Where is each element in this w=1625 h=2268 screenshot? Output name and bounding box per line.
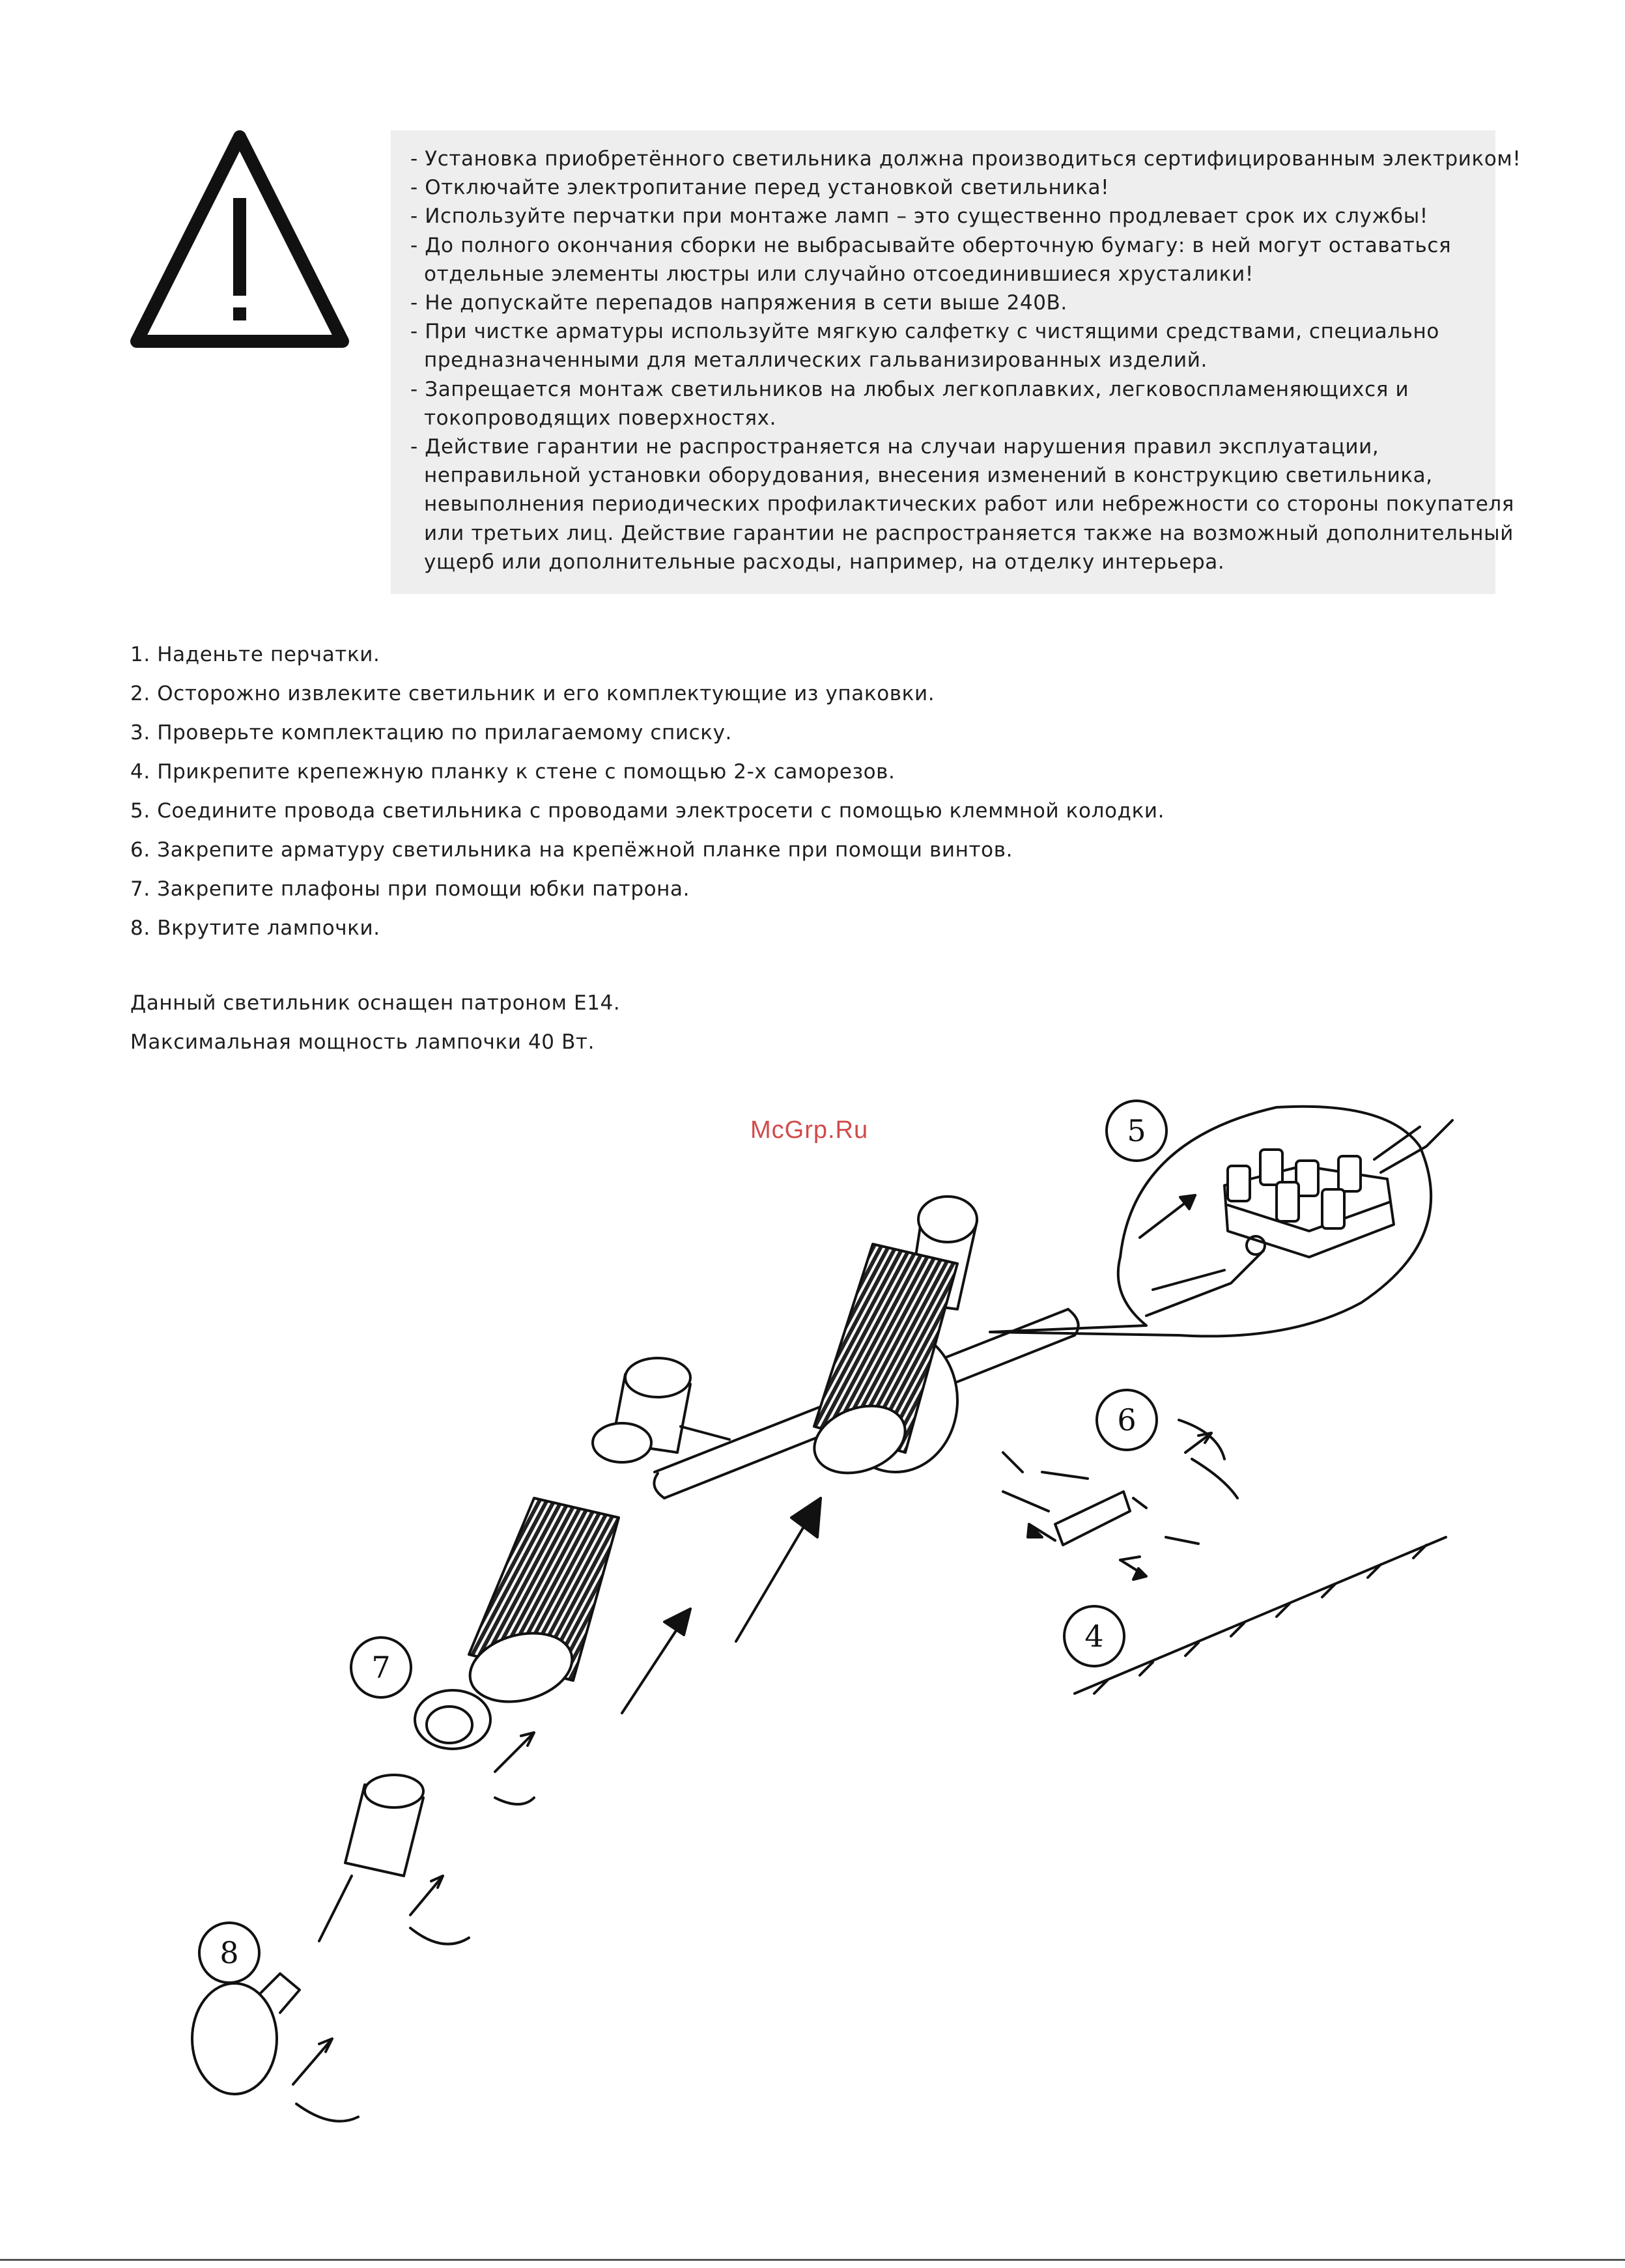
- warning-line: токопроводящих поверхностях.: [424, 406, 777, 430]
- specs-notes: [130, 984, 620, 1062]
- warning-box: [391, 130, 1521, 594]
- warning-line: предназначенными для металлических гальванизированных изделий.: [424, 348, 1208, 373]
- step-item: 8. Вкрутите лампочки.: [130, 916, 380, 940]
- warning-line: - Установка приобретённого светильника должна производиться сертифицированным электриком!: [410, 147, 1521, 171]
- step-item: 5. Соедините провода светильника с проводами электросети с помощью клеммной колодки.: [130, 799, 1165, 823]
- upper-shade: [805, 1197, 977, 1485]
- assembly-diagram: [0, 1081, 1625, 2241]
- installation-steps: [130, 635, 1165, 948]
- step-item: 2. Осторожно извлеките светильник и его комплектующие из упаковки.: [130, 682, 935, 705]
- callout-7: 7: [371, 1650, 391, 1685]
- callout-4: 4: [1084, 1619, 1104, 1654]
- warning-line: - Запрещается монтаж светильников на любых легкоплавких, легковоспламеняющихся и: [410, 377, 1409, 401]
- step-item: 7. Закрепите плафоны при помощи юбки патрона.: [130, 877, 690, 901]
- power-note: Максимальная мощность лампочки 40 Вт.: [130, 1030, 595, 1054]
- callout-6: 6: [1117, 1402, 1137, 1438]
- warning-line: - Действие гарантии не распространяется на случаи нарушения правил эксплуатации,: [410, 435, 1379, 459]
- watermark: McGrp.Ru: [750, 1116, 869, 1144]
- callout-5: 5: [1127, 1113, 1146, 1148]
- warning-line: - Не допускайте перепадов напряжения в сети выше 240В.: [410, 291, 1067, 315]
- bottom-rule: [0, 2259, 1625, 2261]
- warning-line: ущерб или дополнительные расходы, например, на отделку интерьера.: [424, 550, 1225, 574]
- step-item: 1. Наденьте перчатки.: [130, 643, 380, 666]
- step-item: 6. Закрепите арматуру светильника на крепёжной планке при помощи винтов.: [130, 838, 1013, 862]
- warning-line: - При чистке арматуры используйте мягкую салфетку с чистящими средствами, специально: [410, 320, 1439, 344]
- warning-line: неправильной установки оборудования, внесения изменений в конструкцию светильника,: [424, 464, 1433, 488]
- lower-shade: [462, 1498, 690, 1713]
- step-item: 3. Проверьте комплектацию по прилагаемому списку.: [130, 721, 732, 744]
- warning-line: - Отключайте электропитание перед установкой светильника!: [410, 176, 1110, 200]
- warning-line: невыполнения периодических профилактических работ или небрежности со стороны покупателя: [424, 492, 1515, 517]
- warning-line: - До полного окончания сборки не выбрасывайте оберточную бумагу: в ней могут оставаться: [410, 233, 1452, 257]
- step-item: 4. Прикрепите крепежную планку к стене с помощью 2-х саморезов.: [130, 760, 896, 784]
- terminal-block-zoom: [990, 1107, 1452, 1337]
- callout-circles: [199, 1101, 1166, 1983]
- socket-ring: [415, 1690, 534, 1804]
- socket-note: Данный светильник оснащен патроном E14.: [130, 991, 621, 1015]
- warning-triangle-icon: [130, 128, 349, 350]
- lower-socket: [593, 1358, 729, 1462]
- warning-line: отдельные элементы люстры или случайно отсоединившиеся хрусталики!: [424, 262, 1254, 286]
- warning-line: или третьих лиц. Действие гарантии не распространяется также на возможный дополнительный: [424, 521, 1514, 545]
- bulb: [192, 1974, 358, 2121]
- callout-8: 8: [219, 1935, 239, 1970]
- bulb-socket: [319, 1775, 469, 1944]
- warning-line: - Используйте перчатки при монтаже ламп – это существенно продлевает срок их службы!: [410, 205, 1428, 229]
